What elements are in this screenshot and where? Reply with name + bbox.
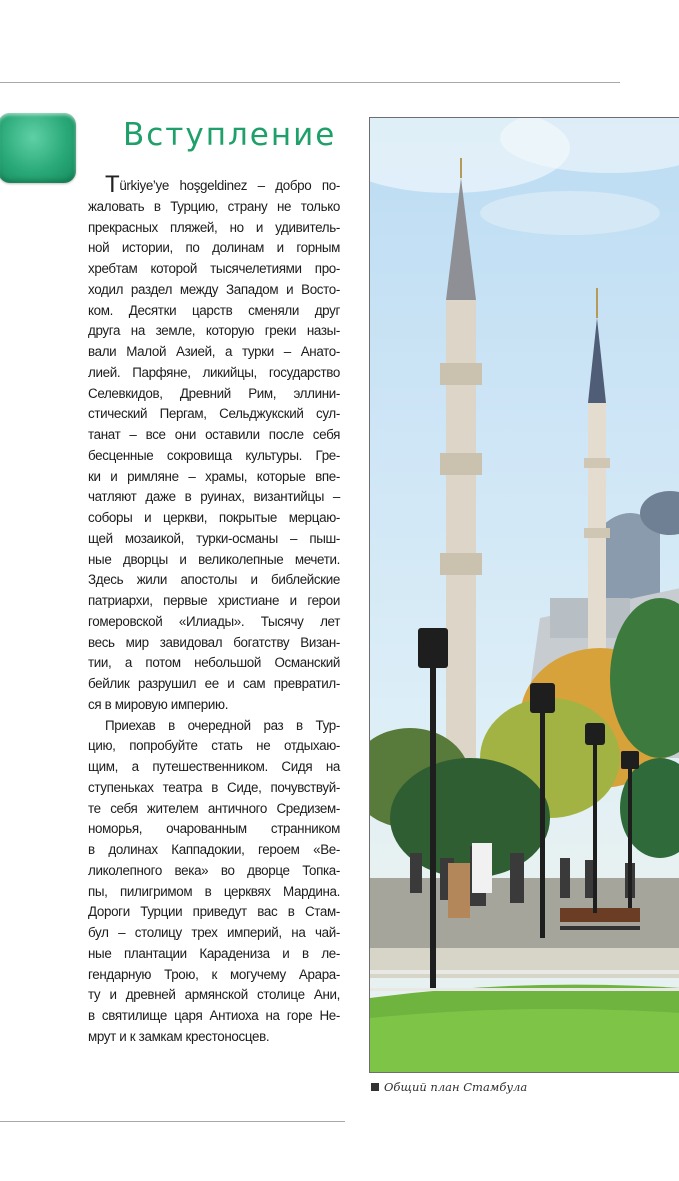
- body-text-line: бул – столицу трех империй, на чай-: [88, 925, 340, 940]
- istanbul-mosque-illustration: [370, 118, 679, 1073]
- body-text-line: лией. Парфяне, ликийцы, государство: [88, 364, 340, 380]
- body-text-line: [88, 171, 340, 198]
- body-text-line: весь мир завидовал богатству Визан-: [88, 634, 340, 650]
- istanbul-photo: [369, 117, 679, 1073]
- body-text-line: ки и римляне – храмы, которые впе-: [88, 468, 340, 484]
- photo-caption-text: Общий план Стамбула: [384, 1080, 528, 1094]
- body-text-line: те себя жителем античного Средизем-: [88, 800, 340, 816]
- body-text-line: жаловать в Турцию, страну не только: [88, 198, 340, 214]
- drop-cap-letter: T: [105, 171, 120, 198]
- body-text-line: чатляют даже в руинах, византийцы –: [88, 489, 340, 505]
- body-text-line: пы, пилигримом в церквях Мардина.: [88, 883, 340, 899]
- body-text-line: ликолепного века» во дворце Топка-: [88, 862, 340, 878]
- body-text-line: хребтам которой тысячелетиями про-: [88, 261, 340, 276]
- intro-paragraph-2: [88, 716, 340, 1048]
- body-text-line: щим, а путешественником. Сидя на: [88, 759, 340, 774]
- body-text-line: мрут и к замкам крестоносцев.: [88, 1028, 270, 1044]
- body-text-line: номорья, очарованным странником: [88, 821, 340, 837]
- photo-caption: [371, 1080, 527, 1094]
- body-text-line: бесценные сокровища культуры. Гре-: [88, 447, 340, 463]
- body-text-line: Здесь жили апостолы и библейские: [88, 572, 340, 588]
- body-text-line: ся в мировую империю.: [88, 696, 229, 712]
- body-text-line: щей мозаикой, турки-османы – пыш-: [88, 530, 340, 546]
- body-text-line: в долинах Каппадокии, героем «Ве-: [88, 842, 340, 857]
- body-text-line: ные плантации Карадениза и в ле-: [88, 945, 340, 961]
- body-text-line: ходил раздел между Западом и Восто-: [88, 281, 340, 297]
- body-text-line: ступеньках театра в Сиде, почувствуй-: [88, 779, 340, 795]
- chapter-marker-tab: [0, 113, 76, 183]
- body-text-line: гендарную Трою, к могучему Арара-: [88, 966, 340, 982]
- body-text-line: гомеровской «Илиады». Тысячу лет: [88, 613, 340, 629]
- chapter-title: Вступление: [123, 117, 337, 153]
- body-text-line-text: ürkiye’ye hoşgeldinez – добро по-: [119, 178, 340, 193]
- body-text-line: ной истории, по долинам и горным: [88, 240, 340, 256]
- body-text-line: стический Пергам, Сельджукский сул-: [88, 406, 340, 422]
- body-text-line: бейлик разрушил ее и сам превратил-: [88, 676, 340, 691]
- body-text-line: ту и древней армянской столице Ани,: [88, 987, 340, 1003]
- body-text-line: цию, попробуйте стать не отдыхаю-: [88, 738, 340, 754]
- body-text-line: ные дворцы и великолепные мечети.: [88, 551, 340, 567]
- body-text-line: ком. Десятки царств сменяли друг: [88, 302, 340, 318]
- intro-body-text: [88, 171, 340, 1048]
- body-text-line: прекрасных пляжей, но и удивитель-: [88, 219, 340, 235]
- body-text-line: Дороги Турции приведут вас в Стам-: [88, 904, 340, 920]
- bottom-divider-line: [0, 1121, 345, 1122]
- body-text-line: тии, а потом небольшой Османский: [88, 655, 340, 671]
- top-divider-line: [0, 82, 620, 83]
- caption-square-bullet: [371, 1083, 379, 1091]
- body-text-line: в святилище царя Антиоха на горе Не-: [88, 1008, 340, 1023]
- body-text-line: танат – все они оставили после себя: [88, 427, 340, 442]
- body-text-line: друга на земле, которую греки назы-: [88, 323, 340, 339]
- intro-paragraph-1: [88, 171, 340, 716]
- body-text-line: вали Малой Азией, а турки – Анато-: [88, 344, 340, 359]
- body-text-line: патриархи, первые христиане и герои: [88, 593, 340, 608]
- body-text-line: соборы и церкви, покрытые мерцаю-: [88, 510, 340, 525]
- body-text-line: Приехав в очередной раз в Тур-: [105, 717, 340, 733]
- body-text-line: Селевкидов, Древний Рим, эллини-: [88, 385, 340, 401]
